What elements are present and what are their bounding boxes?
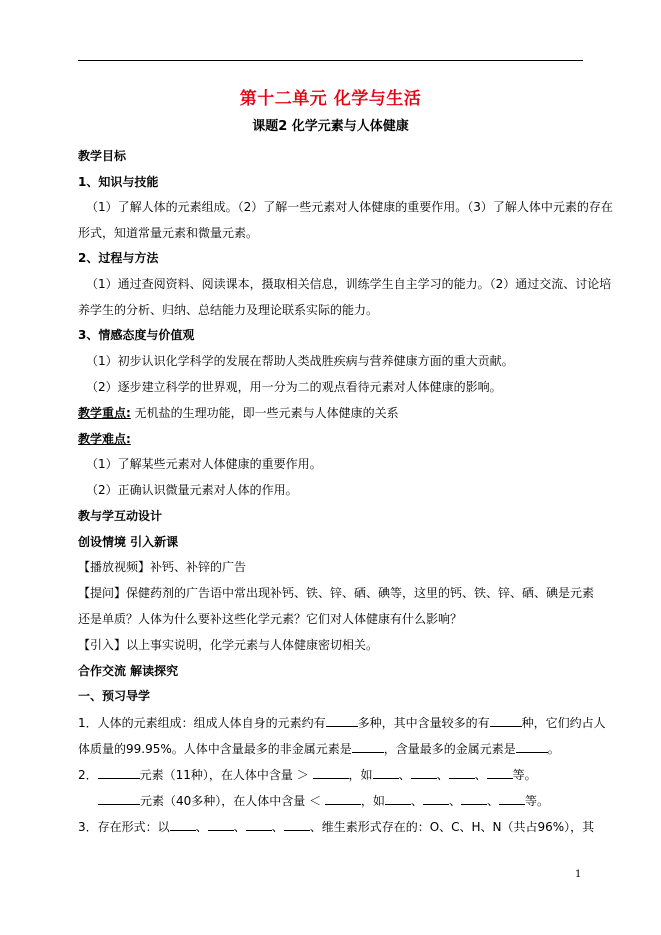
answer-blank[interactable] xyxy=(246,818,272,831)
separator: 、 xyxy=(195,820,208,834)
answer-blank[interactable] xyxy=(461,792,487,805)
answer-blank[interactable] xyxy=(208,818,234,831)
q3-text-a: 3．存在形式：以 xyxy=(78,820,170,834)
difficulty xyxy=(78,431,131,447)
key-point xyxy=(78,405,399,421)
answer-blank[interactable] xyxy=(98,766,140,779)
unit-title: 第十二单元 化学与生活 xyxy=(239,89,422,109)
q2-text-f: 等。 xyxy=(524,794,549,808)
q2-text-d: 元素（40多种），在人体中含量 ＜ xyxy=(140,794,325,808)
process-heading: 2、过程与方法 xyxy=(78,251,159,265)
exercise-q2-line-1 xyxy=(78,766,537,783)
answer-blank[interactable] xyxy=(499,792,525,805)
answer-blank[interactable] xyxy=(326,714,358,727)
answer-blank[interactable] xyxy=(352,740,384,753)
attitude-line-2: （2）逐步建立科学的世界观，用一分为二的观点看待元素对人体健康的影响。 xyxy=(86,380,502,394)
question-line-1: 【提问】保健药剂的广告语中常出现补钙、铁、锌、硒、碘等，这里的钙、铁、锌、硒、碘是元素 xyxy=(78,586,595,600)
key-point-label: 教学重点 xyxy=(78,406,127,420)
q2-number: 2． xyxy=(78,768,98,782)
difficulty-line-1: （1）了解某些元素对人体健康的重要作用。 xyxy=(86,457,322,471)
answer-blank[interactable] xyxy=(449,766,475,779)
separator: 、 xyxy=(486,794,499,808)
separator: 、 xyxy=(410,794,423,808)
key-point-colon: : xyxy=(126,406,131,420)
q3-text-b: 、维生素形式存在的：O、C、H、N（共占96%），其 xyxy=(309,820,595,834)
answer-blank[interactable] xyxy=(325,792,361,805)
goals-heading: 教学目标 xyxy=(78,149,127,163)
q2-text-b: ，如 xyxy=(348,768,373,782)
design-heading: 教与学互动设计 xyxy=(78,509,163,523)
separator: 、 xyxy=(436,768,449,782)
answer-blank[interactable] xyxy=(313,766,349,779)
preview-heading: 一、预习导学 xyxy=(78,689,151,703)
attitude-heading: 3、情感态度与价值观 xyxy=(78,328,195,342)
q2-text-c: 等。 xyxy=(512,768,537,782)
separator: 、 xyxy=(233,820,246,834)
knowledge-heading: 1、知识与技能 xyxy=(78,175,159,189)
separator: 、 xyxy=(448,794,461,808)
answer-blank[interactable] xyxy=(373,766,399,779)
design-sub-intro: 创设情境 引入新课 xyxy=(78,535,179,549)
q1-text-c: 种，它们约占人 xyxy=(521,716,606,730)
q2-text-e: ，如 xyxy=(360,794,385,808)
separator: 、 xyxy=(398,768,411,782)
answer-blank[interactable] xyxy=(284,818,310,831)
intro-line: 【引入】以上事实说明，化学元素与人体健康密切相关。 xyxy=(78,638,379,652)
exercise-q1-line-1 xyxy=(78,714,606,731)
question-line-2: 还是单质？人体为什么要补这些化学元素？它们对人体健康有什么影响？ xyxy=(78,612,463,626)
q1-text-f: 。 xyxy=(547,742,560,756)
exercise-q2-line-2 xyxy=(98,792,549,809)
answer-blank[interactable] xyxy=(423,792,449,805)
q2-text-a: 元素（11种），在人体中含量 ＞ xyxy=(139,768,313,782)
exercise-q3-line-1 xyxy=(78,818,594,835)
difficulty-line-2: （2）正确认识微量元素对人体的作用。 xyxy=(86,483,298,497)
q1-text-b: 多种，其中含量较多的有 xyxy=(357,716,490,730)
q1-text-e: ，含量最多的金属元素是 xyxy=(383,742,516,756)
answer-blank[interactable] xyxy=(411,766,437,779)
exercise-q1-line-2 xyxy=(78,740,560,757)
answer-blank[interactable] xyxy=(487,766,513,779)
process-line-1: （1）通过查阅资料、阅读课本，摄取相关信息，训练学生自主学习的能力。（2）通过交流、讨论培 xyxy=(86,277,612,291)
answer-blank[interactable] xyxy=(98,792,140,805)
difficulty-colon: : xyxy=(126,432,131,446)
page-number: 1 xyxy=(575,869,582,880)
separator: 、 xyxy=(271,820,284,834)
key-point-text: 无机盐的生理功能，即一些元素与人体健康的关系 xyxy=(130,406,399,420)
q1-text-a: 1．人体的元素组成：组成人体自身的元素约有 xyxy=(78,716,326,730)
answer-blank[interactable] xyxy=(516,740,548,753)
design-sub-explore: 合作交流 解读探究 xyxy=(78,664,179,678)
difficulty-label: 教学难点 xyxy=(78,432,127,446)
answer-blank[interactable] xyxy=(170,818,196,831)
process-line-2: 养学生的分析、归纳、总结能力及理论联系实际的能力。 xyxy=(78,303,379,317)
answer-blank[interactable] xyxy=(490,714,522,727)
lesson-title: 课题2 化学元素与人体健康 xyxy=(252,119,409,134)
answer-blank[interactable] xyxy=(385,792,411,805)
header-rule xyxy=(78,60,583,61)
separator: 、 xyxy=(474,768,487,782)
video-line: 【播放视频】补钙、补锌的广告 xyxy=(78,560,247,574)
knowledge-line-2: 形式，知道常量元素和微量元素。 xyxy=(78,226,259,240)
q1-text-d: 体质量的99.95%。人体中含量最多的非金属元素是 xyxy=(78,742,352,756)
knowledge-line-1: （1）了解人体的元素组成。（2）了解一些元素对人体健康的重要作用。（3）了解人体中元素的存在 xyxy=(86,200,613,214)
attitude-line-1: （1）初步认识化学科学的发展在帮助人类战胜疾病与营养健康方面的重大贡献。 xyxy=(86,354,514,368)
